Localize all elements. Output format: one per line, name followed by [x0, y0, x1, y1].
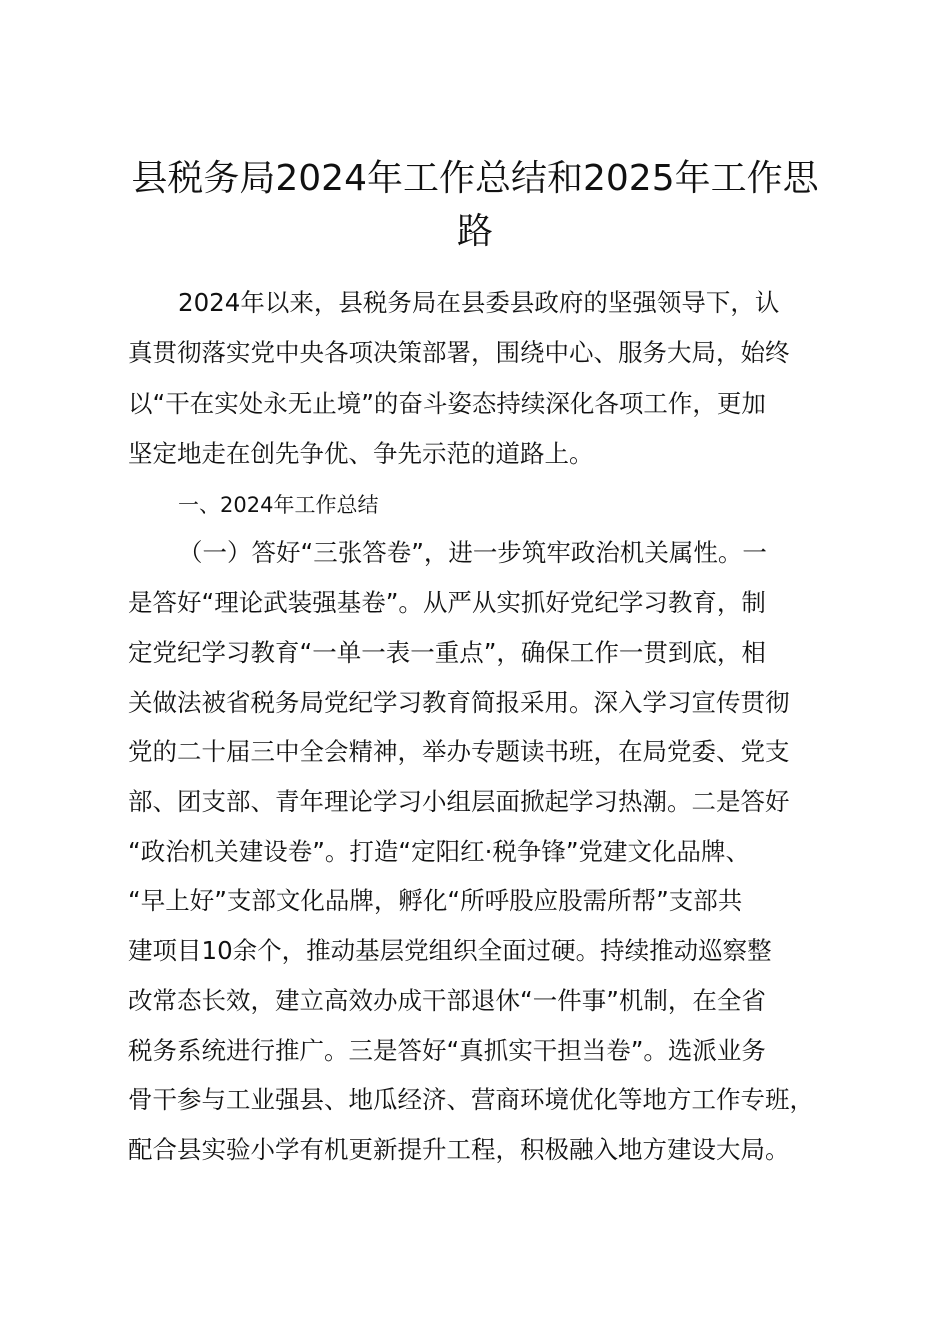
paragraph-line: 配合县实验小学有机更新提升工程，积极融入地方建设大局。 — [128, 1135, 790, 1164]
paragraph-line: （一）答好“三张答卷”，进一步筑牢政治机关属性。一 — [178, 538, 767, 567]
section-heading: 一、2024年工作总结 — [178, 493, 379, 517]
paragraph-line: 是答好“理论武装强基卷”。从严从实抓好党纪学习教育，制 — [128, 588, 766, 617]
paragraph-line: 建项目10余个，推动基层党组织全面过硬。持续推动巡察整 — [128, 936, 772, 965]
paragraph-line: 关做法被省税务局党纪学习教育简报采用。深入学习宣传贯彻 — [128, 688, 790, 717]
paragraph-line: 部、团支部、青年理论学习小组层面掀起学习热潮。二是答好 — [128, 787, 790, 816]
paragraph-line: “早上好”支部文化品牌，孵化“所呼股应股需所帮”支部共 — [128, 886, 743, 915]
paragraph-line: “政治机关建设卷”。打造“定阳红·税争锋”党建文化品牌、 — [128, 837, 751, 866]
paragraph-line: 2024年以来，县税务局在县委县政府的坚强领导下，认 — [178, 288, 780, 317]
paragraph-line: 改常态长效，建立高效办成干部退休“一件事”机制，在全省 — [128, 986, 766, 1015]
paragraph-line: 骨干参与工业强县、地瓜经济、营商环境优化等地方工作专班， — [128, 1085, 814, 1114]
paragraph-line: 以“干在实处永无止境”的奋斗姿态持续深化各项工作，更加 — [128, 389, 766, 418]
paragraph-line: 党的二十届三中全会精神，举办专题读书班，在局党委、党支 — [128, 737, 790, 766]
title-line: 县税务局2024年工作总结和2025年工作思 — [131, 158, 819, 199]
paragraph-line: 税务系统进行推广。三是答好“真抓实干担当卷”。选派业务 — [128, 1036, 766, 1065]
paragraph-line: 定党纪学习教育“一单一表一重点”，确保工作一贯到底，相 — [128, 638, 766, 667]
title-line: 路 — [456, 211, 493, 252]
paragraph-line: 真贯彻落实党中央各项决策部署，围绕中心、服务大局，始终 — [128, 338, 790, 367]
document-title — [110, 152, 840, 258]
paragraph-line: 坚定地走在创先争优、争先示范的道路上。 — [128, 439, 594, 468]
